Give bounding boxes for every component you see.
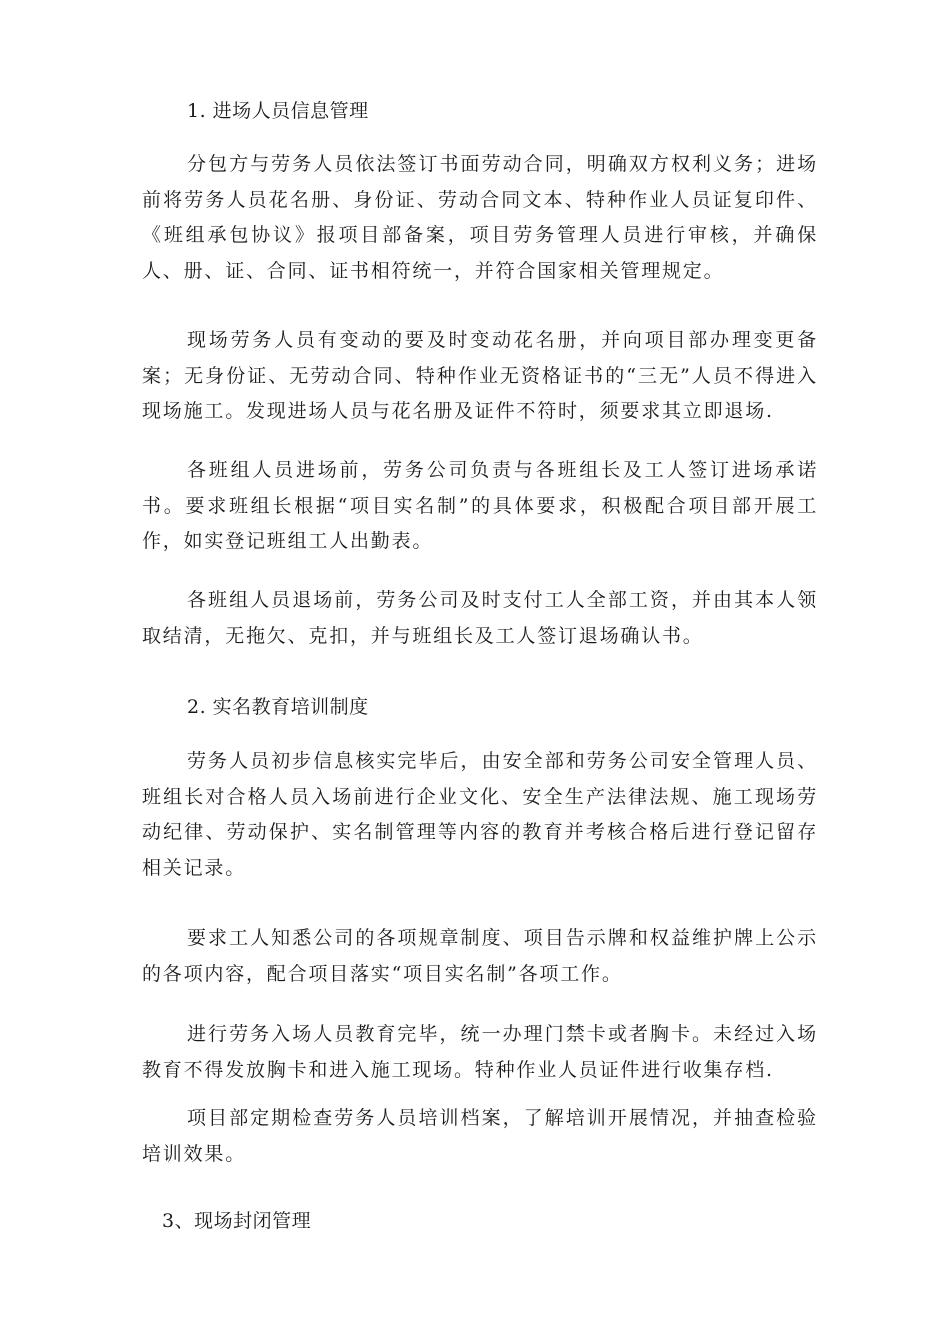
section-1-heading: 1. 进场人员信息管理	[187, 100, 369, 122]
section-2-paragraph-2: 要求工人知悉公司的各项规章制度、项目告示牌和权益维护牌上公示的各项内容，配合项目落实“项目实名制”各项工作。	[142, 927, 818, 985]
section-2-paragraph-4: 项目部定期检查劳务人员培训档案，了解培训开展情况，并抽查检验培训效果。	[142, 1107, 818, 1165]
section-1-paragraph-2: 现场劳务人员有变动的要及时变动花名册，并向项目部办理变更备案；无身份证、无劳动合同、特种作业无资格证书的“三无”人员不得进入现场施工。发现进场人员与花名册及证件不符时，须要求其立即退场.	[142, 329, 818, 422]
section-2-paragraph-1: 劳务人员初步信息核实完毕后，由安全部和劳务公司安全管理人员、班组长对合格人员入场前进行企业文化、安全生产法律法规、施工现场劳动纪律、劳动保护、实名制管理等内容的教育并考核合格后进行登记留存相关记录。	[142, 750, 818, 879]
section-2-paragraph-3: 进行劳务入场人员教育完毕，统一办理门禁卡或者胸卡。未经过入场教育不得发放胸卡和进入施工现场。特种作业人员证件进行收集存档.	[142, 1023, 818, 1081]
section-3-heading: 3、现场封闭管理	[162, 1210, 312, 1232]
section-1-paragraph-3: 各班组人员进场前，劳务公司负责与各班组长及工人签订进场承诺书。要求班组长根据“项目实名制”的具体要求，积极配合项目部开展工作，如实登记班组工人出勤表。	[142, 459, 818, 552]
section-1-paragraph-4: 各班组人员退场前，劳务公司及时支付工人全部工资，并由其本人领取结清，无拖欠、克扣，并与班组长及工人签订退场确认书。	[142, 589, 818, 647]
section-1-paragraph-1: 分包方与劳务人员依法签订书面劳动合同，明确双方权利义务；进场前将劳务人员花名册、身份证、劳动合同文本、特种作业人员证复印件、《班组承包协议》报项目部备案，项目劳务管理人员进行审核，并确保人、册、证、合同、证书相符统一，并符合国家相关管理规定。	[142, 153, 818, 282]
section-2-heading: 2. 实名教育培训制度	[187, 696, 369, 718]
